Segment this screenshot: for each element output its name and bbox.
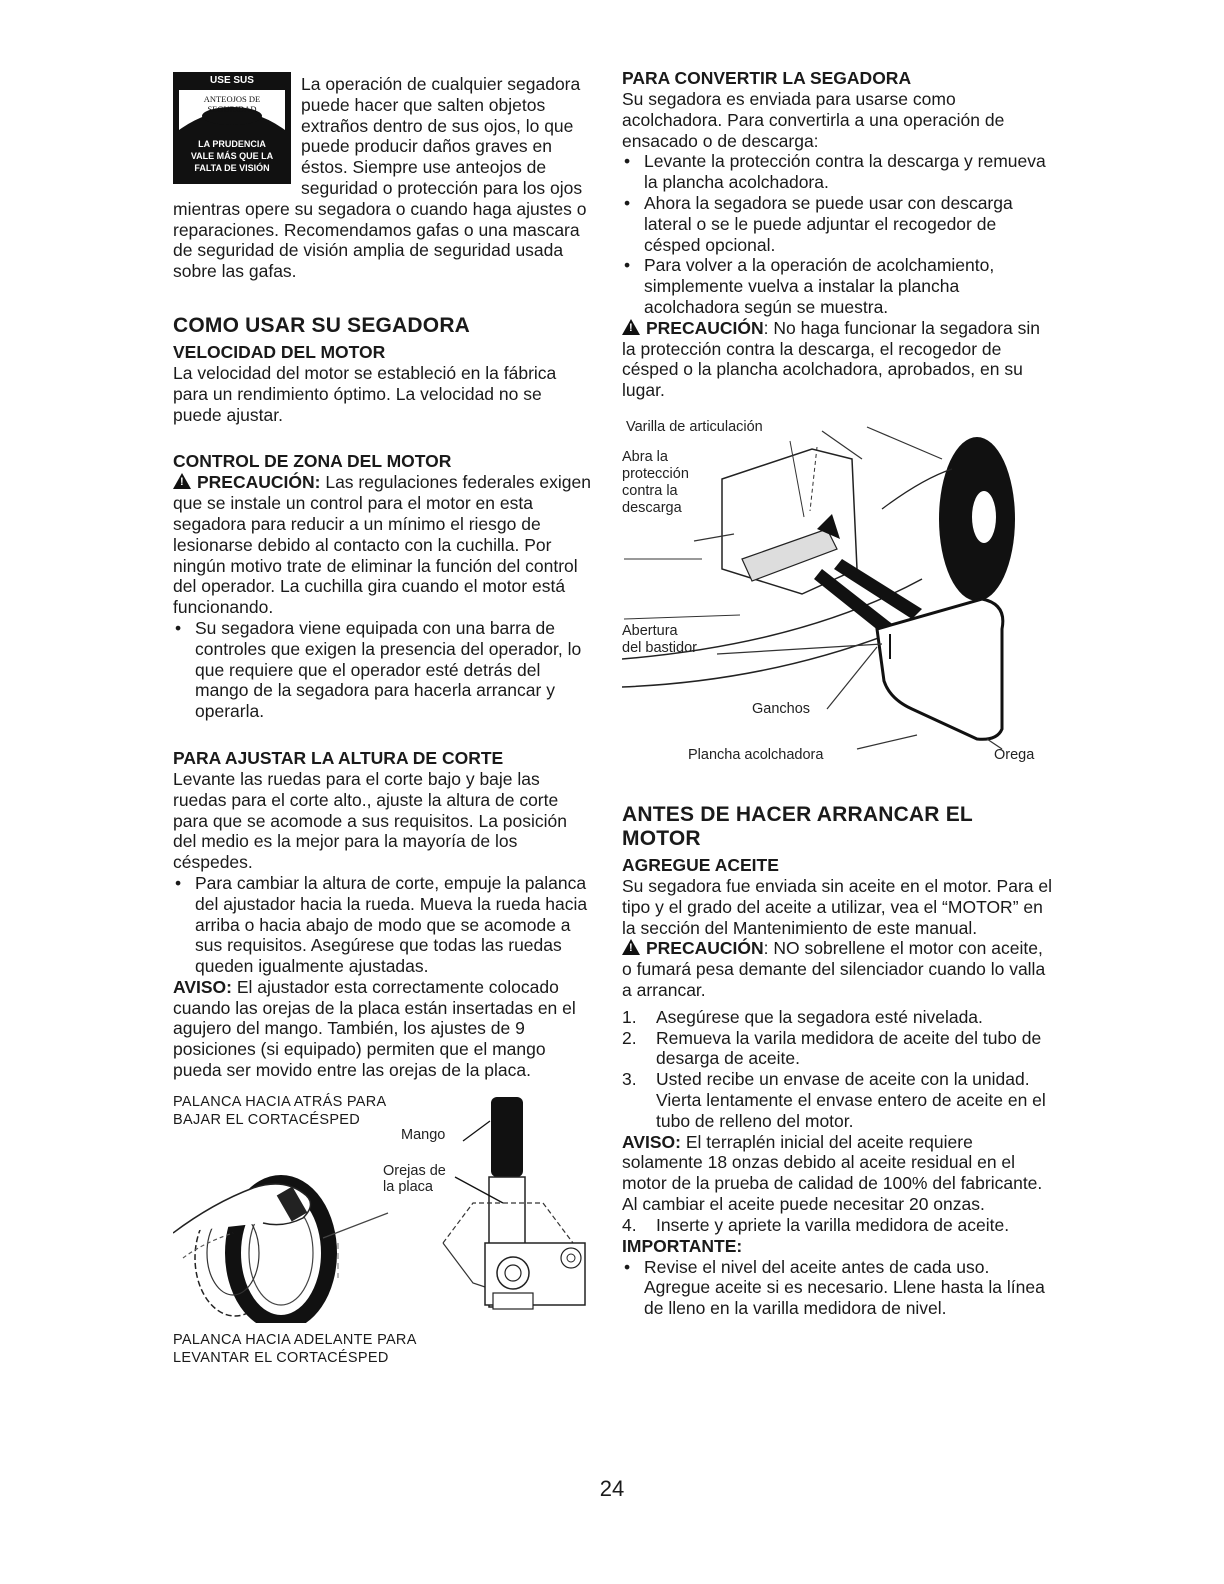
oil-step-number: 2. [622, 1027, 637, 1048]
control-bullets [173, 618, 593, 722]
convertir-bullet-1: • Levante la protección contra la descarga y remueva la plancha acolchadora. [622, 151, 1052, 193]
warning-triangle-icon [173, 473, 191, 489]
fig-caption-top-1: PALANCA HACIA ATRÁS PARA [173, 1093, 387, 1110]
right-column [622, 68, 1052, 1319]
aviso-paragraph [173, 977, 593, 1081]
oil-step-number: 1. [622, 1006, 637, 1027]
left-column [173, 68, 593, 1383]
fig-label-abra-2: protección [622, 465, 689, 482]
fig-label-abra-3: contra la [622, 482, 678, 499]
aceite-text: Su segadora fue enviada sin aceite en el motor. Para el tipo y el grado del aceite a utilizar, vea el “MOTOR” en la sección del Mantenimiento de este manual. [622, 875, 1052, 938]
aviso-oil-paragraph [622, 1132, 1052, 1215]
convertir-warning [622, 318, 1052, 401]
aviso-label: AVISO: [173, 976, 232, 997]
aviso-text: El ajustador esta correctamente colocado cuando las orejas de la placa están insertadas en el agujero del mango. También, los ajustes de 9 posiciones (si equipado) permiten que el mango pueda ser movido entre las orejas de la placa. [173, 976, 576, 1081]
fig-label-plancha: Plancha acolchadora [688, 746, 824, 763]
badge-text-line2: SEGURIDAD [207, 104, 257, 114]
badge-text-line4: VALE MÁS QUE LA [190, 151, 274, 161]
intro-paragraph: La operación de cualquier segadora puede hacer que salten objetos extraños dentro de sus ojos, lo que puede producir daños graves en éstos. Siempre use anteojos de seguridad o protección para los ojos mientras opere su segadora o cuando haga ajustes o reparaciones. Recomendamos gafas o una mascara de seguridad de visión amplia de seguridad usada sobre las gafas. [173, 74, 587, 282]
oil-step-text: Remueva la varila medidora de aceite del tubo de desarga de aceite. [656, 1027, 1042, 1069]
control-warning [173, 472, 593, 618]
badge-text-top: USE SUS [210, 75, 254, 86]
height-adjuster-drawing [173, 1093, 603, 1323]
fig-label-abra-4: descarga [622, 499, 682, 516]
altura-text: Levante las ruedas para el corte bajo y baje las ruedas para el corte alto., ajuste la altura de corte para que se acomode a sus requisitos. La posición del medio es la mejor para la mayoría de los céspedes. [173, 768, 567, 873]
control-title: CONTROL DE ZONA DEL MOTOR [173, 451, 452, 472]
warning-triangle-icon [622, 319, 640, 335]
fig-label-abertura-1: Abertura [622, 622, 678, 639]
fig-label-orejas-2: la placa [383, 1178, 433, 1195]
safety-glasses-badge-icon [173, 72, 291, 184]
mulcher-figure [622, 419, 1052, 775]
oil-step-text: Usted recibe un envase de aceite con la unidad. Vierta lentamente el envase entero de aceite en el tubo de relleno del motor. [656, 1069, 1046, 1131]
convertir-warning-text: : No haga funcionar la segadora sin la protección contra la descarga, el recogedor de césped o la plancha acolchadora, aprobados, en su lugar. [622, 317, 1040, 401]
fig-label-orejas-1: Orejas de [383, 1162, 446, 1179]
fig-caption-bottom-1: PALANCA HACIA ADELANTE PARA [173, 1331, 417, 1348]
aviso-oil-label: AVISO: [622, 1131, 681, 1152]
aviso-oil-text: El terraplén inicial del aceite requiere solamente 18 onzas debido al aceite residual en el motor de la prueba de calidad de 100% del fabricante. Al cambiar el aceite puede necesitar 20 onzas. [622, 1131, 1043, 1214]
fig-label-orega: Orega [994, 746, 1035, 763]
convertir-text: Su segadora es enviada para usarse como acolchadora. Para convertirla a una operación de ensacado o de descarga: [622, 89, 1005, 151]
altura-title: PARA AJUSTAR LA ALTURA DE CORTE [173, 747, 504, 768]
fig-label-abra-1: Abra la [622, 448, 668, 465]
velocidad-title: VELOCIDAD DEL MOTOR [173, 341, 386, 362]
badge-text-line1: ANTEOJOS DE [203, 94, 261, 104]
importante-bullet-item: • Revise el nivel del aceite antes de cada uso. Agregue aceite si es necesario. Llene hasta la línea de lleno en la varilla medidora de nivel. [622, 1257, 1052, 1319]
control-warning-text: Las regulaciones federales exigen que se instale un control para el motor en esta segadora para reducir a un mínimo el riesgo de lesionarse debido al contacto con la cuchilla. Por ningún motivo trate de eliminar la función del control del operador. La cuchilla gira cuando el motor está funcionando. [173, 472, 591, 618]
velocidad-text: La velocidad del motor se estableció en la fábrica para un rendimiento óptimo. La velocidad no se puede ajustar. [173, 362, 557, 425]
badge-text-line3: LA PRUDENCIA [198, 139, 266, 149]
convertir-bullet-3: • Para volver a la operación de acolchamiento, simplemente vuelva a instalar la plancha acolchadora según se muestra. [622, 255, 1052, 317]
oil-step-2 [622, 1028, 1052, 1070]
aceite-warning-text: : NO sobrellene el motor con aceite, o fumará pesa demante del silenciador cuando lo valla a arrancar. [622, 938, 1046, 1000]
fig-caption-bottom-2: LEVANTAR EL CORTACÉSPED [173, 1349, 389, 1366]
oil-step-text: Inserte y apriete la varilla medidora de aceite. [656, 1214, 1010, 1235]
importante-bullets [622, 1257, 1052, 1319]
altura-bullet-item: • Para cambiar la altura de corte, empuje la palanca del ajustador hacia la rueda. Mueva la rueda hacia arriba o hacia abajo de modo que se acomode a sus requisitos. Asegúrese que todas las ruedas queden igualmente ajustadas. [173, 873, 593, 977]
antes-title: ANTES DE HACER ARRANCAR EL MOTOR [622, 802, 973, 850]
control-bullet-item: • Su segadora viene equipada con una barra de controles que exigen la presencia del operador, lo que requiere que el operador esté detrás del mango de la segadora para hacerla arrancar y operarla. [173, 618, 593, 722]
oil-step-4 [622, 1215, 1052, 1236]
fig-label-mango: Mango [401, 1126, 446, 1143]
oil-steps-a [622, 1007, 1052, 1132]
convertir-bullet-2: • Ahora la segadora se puede usar con descarga lateral o se le puede adjuntar el recogedor de césped opcional. [622, 193, 1052, 255]
section-title-como-usar: COMO USAR SU SEGADORA [173, 313, 471, 337]
importante-title: IMPORTANTE: [622, 1235, 743, 1256]
aceite-warning-label: PRECAUCIÓN [646, 938, 764, 959]
altura-bullets [173, 873, 593, 977]
height-adjuster-figure [173, 1093, 603, 1383]
badge-text-line5: FALTA DE VISIÓN [194, 163, 270, 173]
fig-label-abertura-2: del bastidor [622, 639, 697, 656]
oil-step-number: 3. [622, 1069, 637, 1090]
convertir-title: PARA CONVERTIR LA SEGADORA [622, 68, 912, 88]
oil-step-text: Asegúrese que la segadora esté nivelada. [656, 1006, 983, 1027]
fig-label-ganchos: Ganchos [752, 700, 811, 717]
aceite-warning [622, 938, 1052, 1000]
oil-step-number: 4. [622, 1214, 637, 1235]
warning-triangle-icon [622, 939, 640, 955]
aceite-title: AGREGUE ACEITE [622, 854, 779, 875]
convertir-bullets [622, 151, 1052, 317]
fig-label-varilla: Varilla de articulación [626, 418, 763, 435]
convertir-warning-label: PRECAUCIÓN [646, 317, 764, 338]
oil-step-1 [622, 1007, 1052, 1028]
oil-step-3 [622, 1069, 1052, 1131]
fig-caption-top-2: BAJAR EL CORTACÉSPED [173, 1111, 361, 1128]
oil-steps-b [622, 1215, 1052, 1236]
page-number: 24 [599, 1476, 625, 1501]
control-warning-label: PRECAUCIÓN: [197, 472, 321, 493]
